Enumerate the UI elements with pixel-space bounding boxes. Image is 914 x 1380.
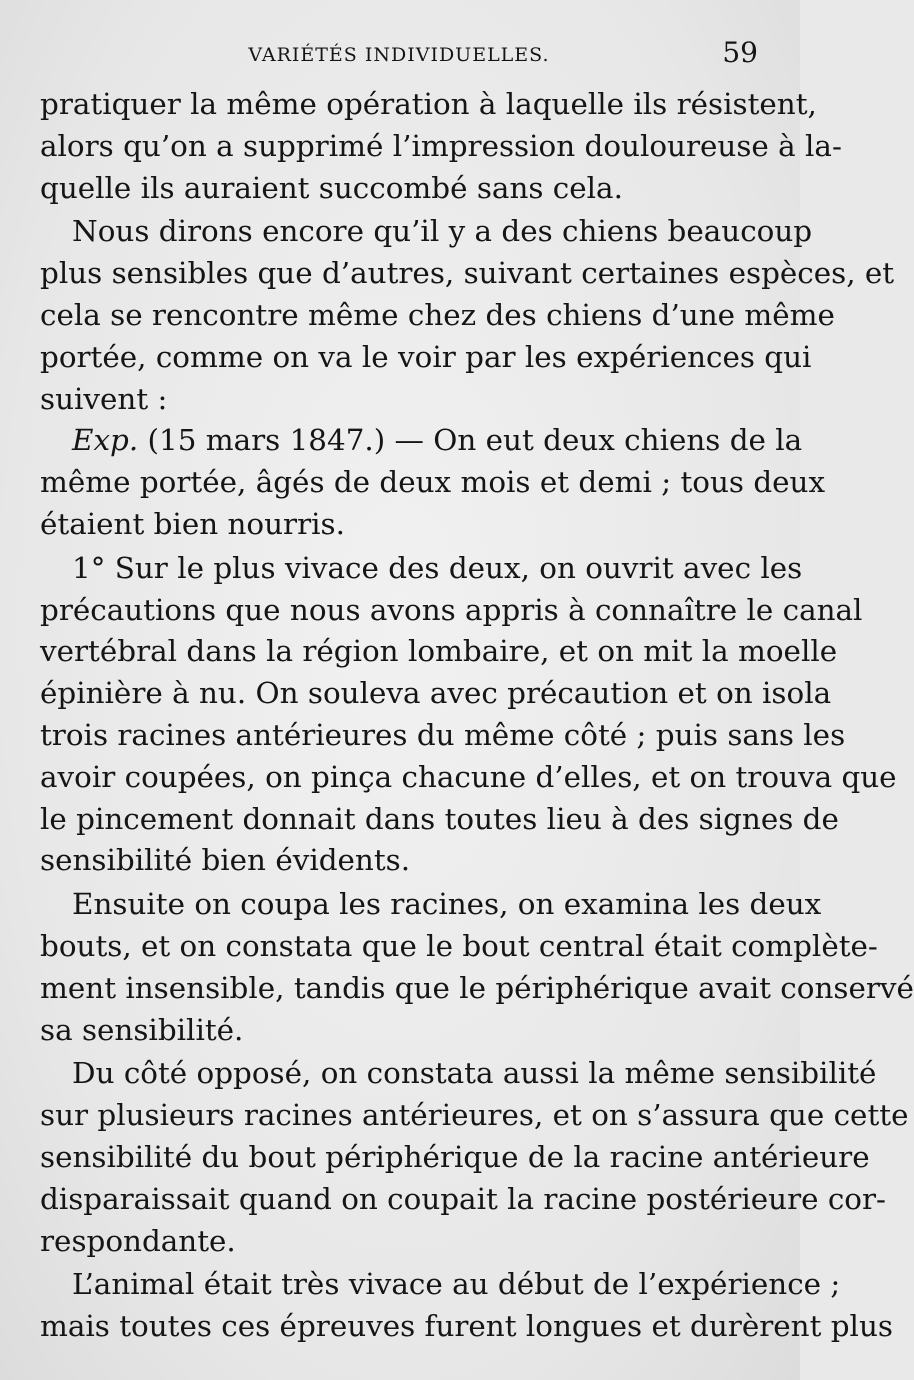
text-line: bouts, et on constata que le bout central était complète- <box>40 928 878 963</box>
text-line: sa sensibilité. <box>40 1012 244 1047</box>
text-line: respondante. <box>40 1223 236 1258</box>
text-line: même portée, âgés de deux mois et demi ; tous deux <box>40 465 826 500</box>
body-text <box>40 84 914 1348</box>
text-line: Nous dirons encore qu’il y a des chiens beaucoup <box>72 214 813 249</box>
text-line: plus sensibles que d’autres, suivant certaines espèces, et <box>40 256 895 291</box>
text-line: portée, comme on va le voir par les expériences qui <box>40 339 812 374</box>
page-number: 59 <box>722 36 758 69</box>
text-line: 1° Sur le plus vivace des deux, on ouvrit avec les <box>72 550 803 585</box>
text-line: sur plusieurs racines antérieures, et on s’assura que cette <box>40 1098 909 1133</box>
text-line: sensibilité du bout périphérique de la racine antérieure <box>40 1139 870 1174</box>
text-line: pratiquer la même opération à laquelle ils résistent, <box>40 87 817 121</box>
text-line: vertébral dans la région lombaire, et on mit la moelle <box>40 634 838 669</box>
text-line: précautions que nous avons appris à connaître le canal <box>40 592 863 627</box>
text-line: Ensuite on coupa les racines, on examina les deux <box>72 887 822 922</box>
text-line: alors qu’on a supprimé l’impression douloureuse à la- <box>40 128 842 163</box>
text-line: avoir coupées, on pinça chacune d’elles, et on trouva que <box>40 759 897 794</box>
text-line: Du côté opposé, on constata aussi la même sensibilité <box>72 1056 877 1091</box>
text-line: suivent : <box>40 381 168 416</box>
text-line: étaient bien nourris. <box>40 506 345 541</box>
text-line: ment insensible, tandis que le périphérique avait conservé <box>40 970 914 1005</box>
text-line: mais toutes ces épreuves furent longues et durèrent plus <box>40 1309 893 1344</box>
text-line: épinière à nu. On souleva avec précaution et on isola <box>40 676 832 711</box>
text-line: L’animal était très vivace au début de l’expérience ; <box>72 1267 841 1302</box>
text-line: cela se rencontre même chez des chiens d’une même <box>40 297 835 332</box>
text-line-rest: (15 mars 1847.) — On eut deux chiens de la <box>138 423 803 458</box>
text-line <box>40 420 803 462</box>
text-line: le pincement donnait dans toutes lieu à des signes de <box>40 801 839 836</box>
running-title: VARIÉTÉS INDIVIDUELLES. <box>248 44 550 66</box>
text-line: sensibilité bien évidents. <box>40 843 411 878</box>
text-line: trois racines antérieures du même côté ; puis sans les <box>40 717 846 752</box>
text-line: quelle ils auraient succombé sans cela. <box>40 170 623 205</box>
experiment-label: Exp. <box>72 423 139 458</box>
running-head <box>40 36 758 70</box>
text-line: disparaissait quand on coupait la racine postérieure cor- <box>40 1181 886 1216</box>
